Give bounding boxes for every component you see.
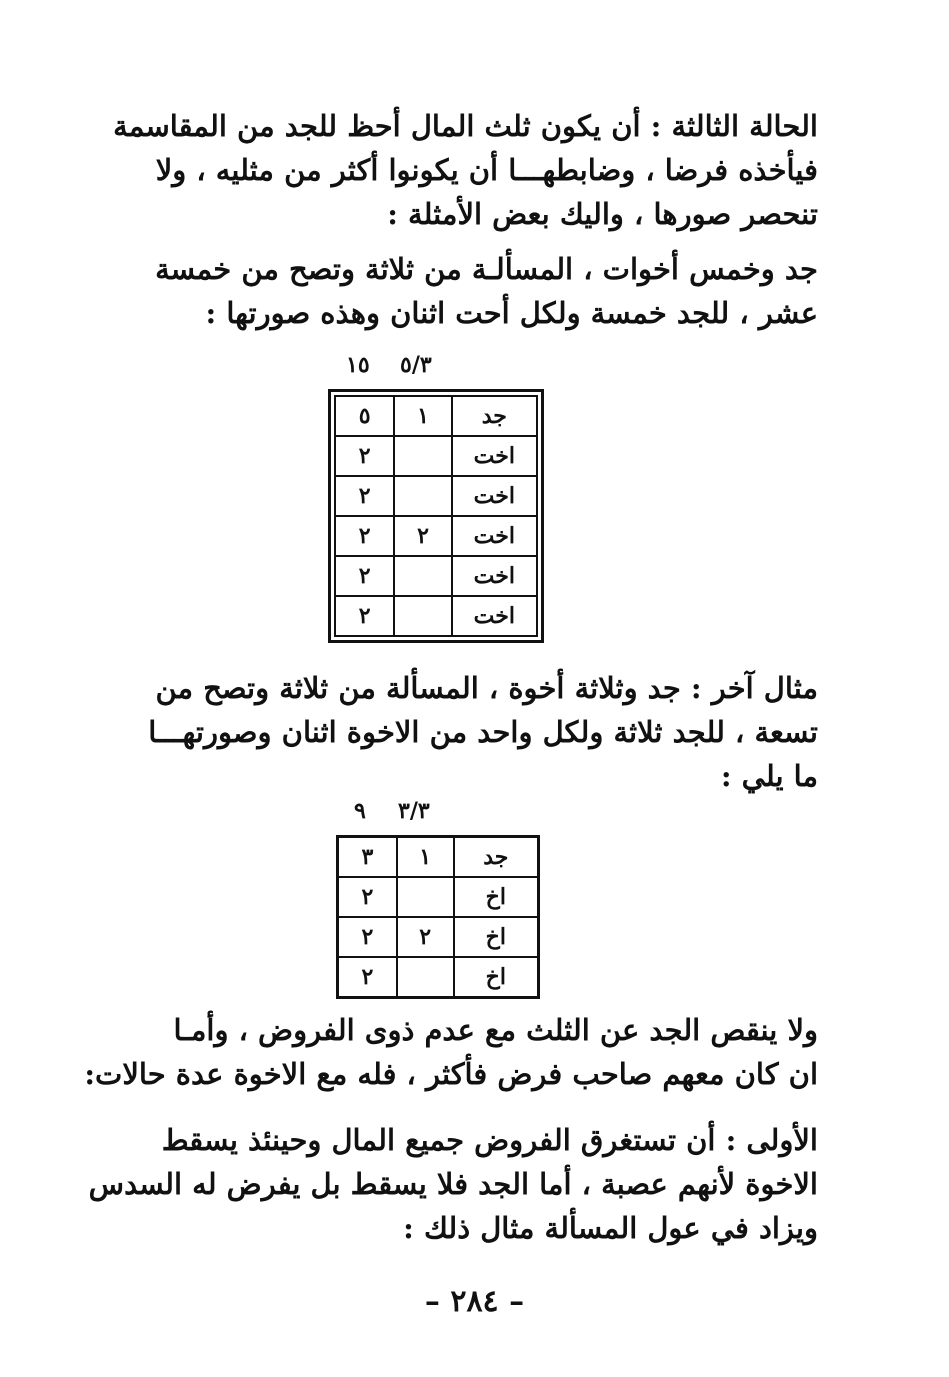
table-cell: جد [454, 837, 539, 878]
table2-header-ratio: ٣/٣ [398, 798, 430, 824]
table-cell [394, 476, 451, 516]
table-cell: جد [452, 396, 537, 436]
text-line: مثال آخر : جد وثلاثة أخوة ، المسألة من ثلاثة وتصح من [155, 671, 818, 705]
text-line: الاخوة لأنهم عصبة ، أما الجد فلا يسقط بل يفرض له السدس [88, 1167, 818, 1201]
paragraph-example-1 [58, 247, 818, 335]
text-line: ولا ينقص الجد عن الثلث مع عدم ذوى الفروض ، وأمـا [173, 1013, 818, 1047]
text-line: الأولى : أن تستغرق الفروض جميع المال وحينئذ يسقط [161, 1123, 818, 1157]
page-number: – ٢٨٤ – [424, 1284, 525, 1319]
table-cell: ٣ [338, 837, 397, 878]
table-cell: ٢ [338, 957, 397, 998]
table-row [335, 516, 537, 556]
table2-distribution [336, 835, 540, 999]
text-line: الحالة الثالثة : أن يكون ثلث المال أحظ للجد من المقاسمة [113, 109, 818, 143]
table-cell [397, 957, 454, 998]
table-cell: ٢ [335, 436, 394, 476]
table-cell: اخت [452, 596, 537, 636]
table-row [338, 957, 539, 998]
table-row [335, 396, 537, 436]
table-cell: اخت [452, 476, 537, 516]
table-cell: اخ [454, 877, 539, 917]
table-row [335, 596, 537, 636]
table-cell: اخ [454, 917, 539, 957]
table-row [338, 917, 539, 957]
table-cell [397, 877, 454, 917]
table-cell: ٢ [397, 917, 454, 957]
paragraph-example-2 [58, 666, 818, 798]
table-cell: ٥ [335, 396, 394, 436]
table-cell [394, 436, 451, 476]
table-row [338, 837, 539, 878]
table-cell: اخ [454, 957, 539, 998]
table2-header-total: ٩ [354, 798, 366, 824]
table-cell: ١ [394, 396, 451, 436]
table-row [335, 436, 537, 476]
table-cell: ٢ [338, 917, 397, 957]
text-line: تسعة ، للجد ثلاثة ولكل واحد من الاخوة اثنان وصورتهـــا [148, 715, 818, 749]
table-row [335, 556, 537, 596]
table1-distribution [334, 395, 538, 637]
table-cell: ٢ [335, 476, 394, 516]
paragraph-grandfather-third [58, 1008, 818, 1096]
table-cell: ٢ [338, 877, 397, 917]
text-line: ان كان معهم صاحب فرض فأكثر ، فله مع الاخوة عدة حالات: [84, 1057, 818, 1091]
table-cell: اخت [452, 556, 537, 596]
table-cell [394, 596, 451, 636]
text-line: تنحصر صورها ، واليك بعض الأمثلة : [387, 197, 818, 231]
table-cell: ٢ [335, 596, 394, 636]
table-row [335, 476, 537, 516]
table-cell: اخت [452, 516, 537, 556]
text-line: فيأخذه فرضا ، وضابطهـــا أن يكونوا أكثر من مثليه ، ولا [155, 153, 818, 187]
paragraph-first-case [58, 1118, 818, 1250]
table-cell: اخت [452, 436, 537, 476]
table1-header-total: ١٥ [346, 352, 370, 378]
text-line: ما يلي : [720, 759, 818, 793]
text-line: ويزاد في عول المسألة مثال ذلك : [403, 1211, 818, 1245]
text-line: جد وخمس أخوات ، المسألـة من ثلاثة وتصح من خمسة [155, 252, 818, 286]
table-cell: ١ [397, 837, 454, 878]
table1-header-ratio: ٥/٣ [400, 352, 432, 378]
table-cell: ٢ [335, 516, 394, 556]
table-cell: ٢ [394, 516, 451, 556]
paragraph-third-case [58, 104, 818, 236]
text-line: عشر ، للجد خمسة ولكل أحت اثنان وهذه صورتها : [205, 296, 818, 330]
table-row [338, 877, 539, 917]
table-cell: ٢ [335, 556, 394, 596]
table-cell [394, 556, 451, 596]
